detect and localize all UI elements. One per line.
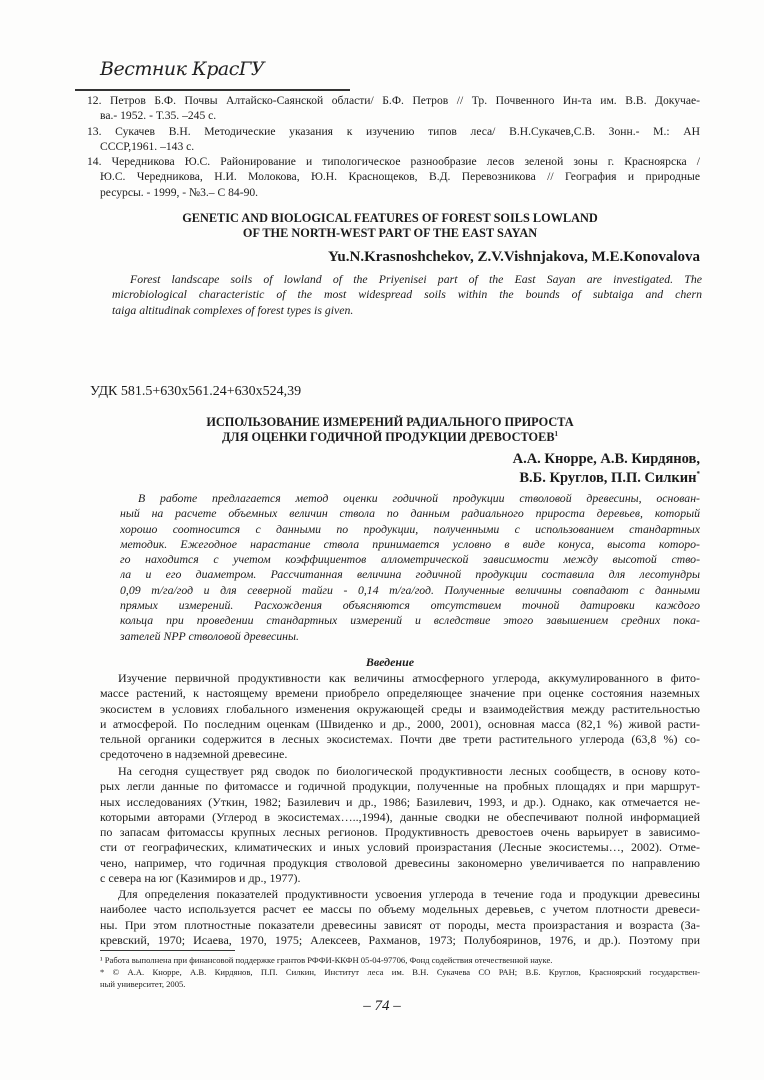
- text-line: 13. Сукачев В.Н. Методические указания к изучению типов леса/ В.Н.Сукачев,С.В. Зонн.- М.: АН: [87, 124, 700, 138]
- text-line: ных исследованиях (Уткин, 1982; Базилевич и др., 1986; Базилевич, 1993, и др.). Однако, как отмечается не-: [100, 794, 700, 809]
- text-line: На сегодня существует ряд сводок по биологической продуктивности лесных сообществ, в основу кото-: [118, 764, 700, 778]
- text-line: рых легли данные по фитомассе и годичной продукции, полученные на пробных площадях и при маршрут-: [100, 779, 700, 794]
- article-authors: [513, 450, 700, 488]
- authors-line: А.А. Кнорре, А.В. Кирдянов,: [512, 451, 700, 467]
- text-line: Forest landscape soils of lowland of the Priyenisei part of the East Sayan are investigated. The: [130, 272, 702, 286]
- text-line: microbiological characteristic of the most widespread soils within the bounds of subtaiga and chern: [112, 287, 702, 302]
- text-line: ный на расчете объемных величин ствола по данным радиального прироста деревьев, который: [120, 506, 700, 521]
- text-line: СССР,1961. –143 с.: [100, 139, 195, 153]
- text-line: го находится с учетом коэффициентов аллометрической зависимости между высотой ство-: [120, 552, 700, 567]
- text-line: taiga altitudinak complexes of forest types is given.: [112, 302, 354, 317]
- authors-text: В.Б. Круглов, П.П. Силкин: [519, 470, 697, 486]
- article-title-text: ДЛЯ ОЦЕНКИ ГОДИЧНОЙ ПРОДУКЦИИ ДРЕВОСТОЕВ: [221, 429, 555, 444]
- authors-mark: *: [696, 470, 700, 479]
- text-line: 0,09 т/га/год и для северной тайги - 0,14 т/га/год. Полученные величины совпадают с данными: [120, 582, 700, 597]
- body-paragraph: [100, 887, 700, 948]
- page-number: – 74 –: [363, 998, 401, 1014]
- text-line: чено, например, что годичная продукция стволовой древесины закономерно увеличивается по направлению: [100, 855, 700, 870]
- journal-header: Вестник КрасГУ: [100, 58, 265, 80]
- text-line: Для определения показателей продуктивности усвоения углерода в течение года и продукции древесины: [118, 887, 700, 901]
- english-abstract: [112, 272, 702, 318]
- body-paragraph: [100, 671, 700, 763]
- text-line: ва.- 1952. - Т.35. –245 с.: [100, 109, 217, 123]
- text-line: ¹ Работа выполнена при финансовой поддержке грантов РФФИ-ККФН 05-04-97706, Фонд содействия отечественной науке.: [100, 955, 553, 965]
- text-line: ны. При этом плотностные показатели древесины зависят от породы, места произрастания и возраста (За-: [100, 917, 700, 932]
- article-title-line: [90, 430, 690, 445]
- authors-line: [513, 469, 700, 488]
- body-paragraph: [100, 764, 700, 886]
- text-line: которыми авторами (Углерод в экосистемах…..,1994), данные сводки не обеспечивают полной информацией: [100, 809, 700, 824]
- footnotes: [100, 954, 700, 990]
- text-line: Изучение первичной продуктивности как величины атмосферного углерода, аккумулированного в фито-: [118, 671, 700, 685]
- text-line: наиболее часто используется расчет ее массы по объему модельных деревьев, с учетом плотности древеси-: [100, 902, 700, 917]
- text-line: ный университет, 2005.: [100, 979, 186, 989]
- section-heading: Введение: [365, 655, 415, 669]
- text-line: кольца при проведении стандартных измерений и вследствие этого завышением средних пока-: [120, 613, 700, 628]
- text-line: прямых измерений. Расхождения объясняются отсутствием точной датировки каждого: [120, 598, 700, 613]
- english-title: [90, 211, 690, 240]
- text-line: массе растений, к настоящему времени приобрело определяющее значение при оценке состояния наземных: [100, 686, 700, 701]
- text-line: 12. Петров Б.Ф. Почвы Алтайско-Саянской области/ Б.Ф. Петров // Тр. Почвенного Ин-та им. В.В. Докучае-: [87, 94, 700, 107]
- text-line: и атмосферой. По последним оценкам (Швиденко и др., 2000, 2001), основная масса (82,1 %) живой расти-: [100, 716, 700, 731]
- text-line: тельной органики содержится в лесных экосистемах. Почти две трети растительного углерода (63,8 %) со-: [100, 732, 700, 747]
- text-line: кревский, 1970; Исаева, 1970, 1975; Алексеев, Рахманов, 1973; Полубояринов, 1976, и др.). Поэтому при: [100, 932, 700, 947]
- text-line: с севера на юг (Казимиров и др., 1977).: [100, 871, 301, 886]
- udk-code: УДК 581.5+630х561.24+630х524,39: [90, 384, 302, 399]
- footnote-rule: [100, 950, 235, 951]
- text-line: зателей NPP стволовой древесины.: [120, 628, 299, 643]
- english-authors: Yu.N.Krasnoshchekov, Z.V.Vishnjakova, M.E.Konovalova: [327, 249, 700, 265]
- text-line: хорошо соотносится с данными по продукции, полученными с использованием стандартных: [120, 521, 700, 536]
- article-abstract: [120, 491, 700, 644]
- header-rule: [75, 89, 350, 91]
- text-line: методик. Ежегодное нарастание ствола принимается условно в виде конуса, высота которо-: [120, 536, 700, 551]
- english-title-line: OF THE NORTH-WEST PART OF THE EAST SAYAN: [242, 225, 538, 240]
- text-line: ресурсы. - 1999, - №3.– С 84-90.: [100, 185, 259, 199]
- text-line: ла и его диаметром. Рассчитанная величина годичной продукции составила для лесотундры: [120, 567, 700, 582]
- text-line: В работе предлагается метод оценки годичной продукции стволовой древесины, основан-: [138, 491, 700, 505]
- text-line: сти от географических, климатических и иных условий произрастания (Лесные экосистемы…, 2002). Отме-: [100, 840, 700, 855]
- article-title: [90, 415, 690, 444]
- text-line: Ю.С. Чередникова, Н.И. Молокова, Ю.Н. Краснощеков, В.Д. Перевозникова // География и природные: [100, 170, 700, 184]
- text-line: средоточено в надземной древесине.: [100, 747, 288, 762]
- text-line: экосистем в условиях глобального изменения окружающей среды и взаимодействия между растительностью: [100, 701, 700, 716]
- english-title-line: GENETIC AND BIOLOGICAL FEATURES OF FOREST SOILS LOWLAND: [182, 211, 598, 225]
- text-line: * © А.А. Кнорре, А.В. Кирдянов, П.П. Силкин, Институт леса им. В.Н. Сукачева СО РАН; В.Б. Круглов, Красноярский государствен-: [100, 967, 700, 977]
- text-line: по запасам фитомассы крупных лесных регионов. Продуктивность древостоев очень варьирует в зависимо-: [100, 825, 700, 840]
- footnote-mark: 1: [554, 429, 559, 438]
- text-line: 14. Чередникова Ю.С. Районирование и типологическое разнообразие лесов зеленой зоны г. Красноярска /: [87, 155, 700, 169]
- reference-list: [87, 93, 700, 200]
- article-title-line: ИСПОЛЬЗОВАНИЕ ИЗМЕРЕНИЙ РАДИАЛЬНОГО ПРИРОСТА: [206, 415, 574, 429]
